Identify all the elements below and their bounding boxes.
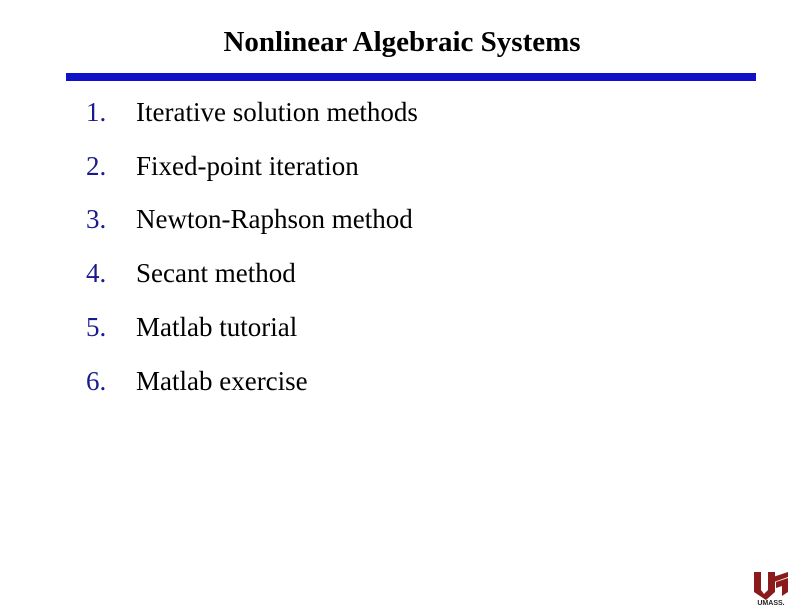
list-item-text: Fixed-point iteration <box>136 151 359 181</box>
list-item <box>86 257 296 289</box>
list-item <box>86 203 413 235</box>
list-item-number: 5. <box>86 312 107 342</box>
list-item <box>86 150 359 182</box>
list-item <box>86 96 418 128</box>
list-item-text: Matlab tutorial <box>136 312 298 342</box>
list-item-number: 4. <box>86 258 107 288</box>
list-item-text: Newton-Raphson method <box>136 204 413 234</box>
list-item-text: Matlab exercise <box>136 366 308 396</box>
list-item-number: 6. <box>86 366 107 396</box>
list-item <box>86 365 308 397</box>
list-item-text: Iterative solution methods <box>136 97 418 127</box>
umass-logo-icon <box>752 570 790 606</box>
list-item <box>86 311 297 343</box>
list-item-text: Secant method <box>136 258 296 288</box>
list-item-number: 2. <box>86 151 107 181</box>
list-item-number: 3. <box>86 204 107 234</box>
slide-title: Nonlinear Algebraic Systems <box>223 26 581 58</box>
list-item-number: 1. <box>86 97 107 127</box>
title-divider <box>66 73 756 81</box>
logo-text: UMASS. <box>757 600 785 606</box>
